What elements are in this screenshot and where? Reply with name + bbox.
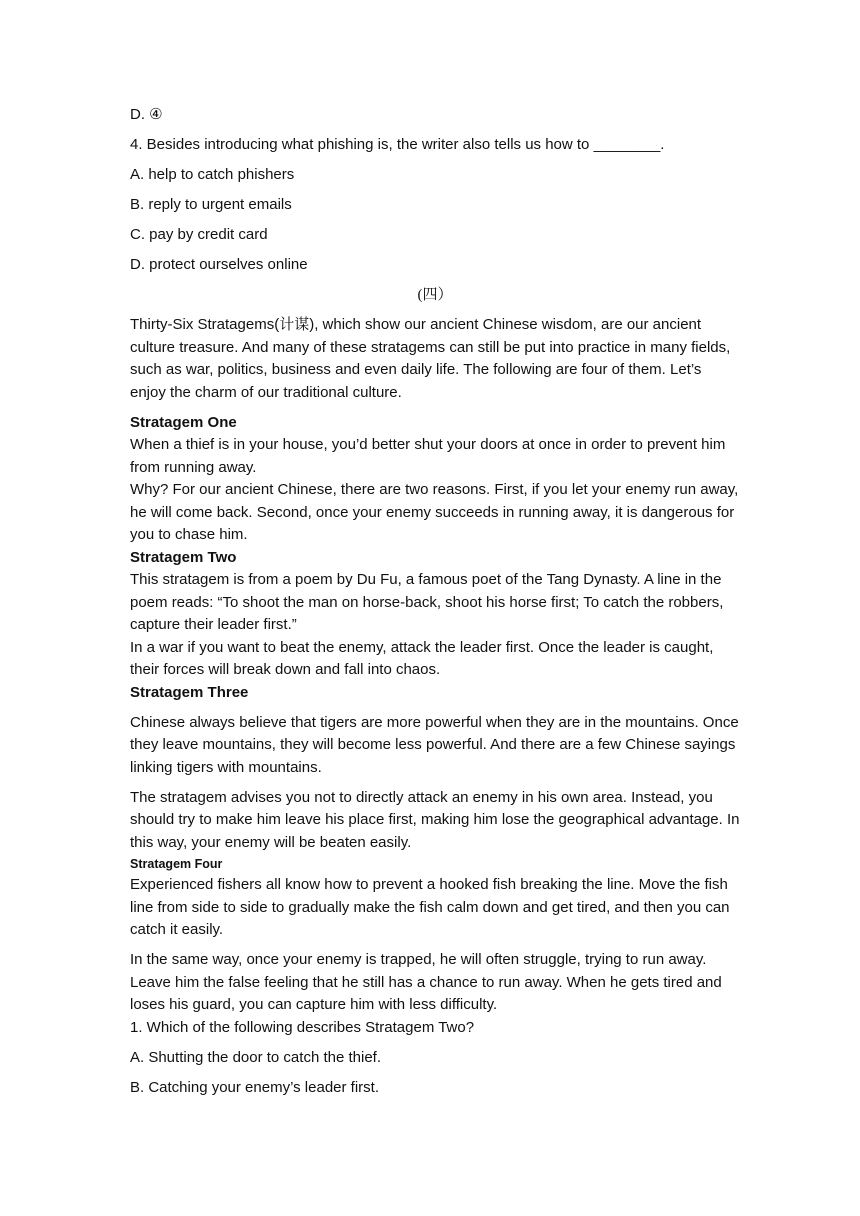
section-marker: (四） xyxy=(417,287,453,303)
stratagem-two-para-2: In a war if you want to beat the enemy, attack the leader first. Once the leader is caught, their forces will break down and fall into chaos. xyxy=(130,638,714,678)
q1-option-b: B. Catching your enemy’s leader first. xyxy=(130,1078,380,1096)
stratagem-two-title: Stratagem Two xyxy=(130,548,237,566)
intro-paragraph: Thirty-Six Stratagems(计谋), which show our ancient Chinese wisdom, are our ancient culture treasure. And many of these stratagems can still be put into practice in many fields, such as war, politics, business and even daily life. The following are four of them. Let’s enjoy the charm of our traditional culture. xyxy=(130,316,731,401)
stratagem-one-para-1: When a thief is in your house, you’d better shut your doors at once in order to prevent him from running away. xyxy=(130,436,726,476)
question-4: 4. Besides introducing what phishing is, the writer also tells us how to ________. xyxy=(130,136,665,153)
option-d-prev: D. ④ xyxy=(130,106,163,123)
q4-option-c: C. pay by credit card xyxy=(130,226,268,243)
stratagem-three-para-2: The stratagem advises you not to directly attack an enemy in his own area. Instead, you should try to make him leave his place first, making him lose the geographical advantage. In this way, your enemy will be beaten easily. xyxy=(130,788,740,851)
stratagem-one-title: Stratagem One xyxy=(130,413,237,431)
stratagem-three-para-1: Chinese always believe that tigers are more powerful when they are in the mountains. Once they leave mountains, they will become less powerful. And there are a few Chinese sayings linking tigers with mountains. xyxy=(130,713,739,776)
stratagem-four-title: Stratagem Four xyxy=(130,857,223,871)
stratagem-four-para-1: Experienced fishers all know how to prevent a hooked fish breaking the line. Move the fish line from side to side to gradually make the fish calm down and get tired, and then you can catch it easily. xyxy=(130,876,730,938)
q4-option-d: D. protect ourselves online xyxy=(130,256,308,273)
q4-option-b: B. reply to urgent emails xyxy=(130,196,292,213)
question-1: 1. Which of the following describes Stratagem Two? xyxy=(130,1018,475,1036)
stratagem-one-para-2: Why? For our ancient Chinese, there are two reasons. First, if you let your enemy run away, he will come back. Second, once your enemy succeeds in running away, it is dangerous for you to chase him. xyxy=(130,481,739,543)
q4-option-a: A. help to catch phishers xyxy=(130,166,295,183)
q1-option-a: A. Shutting the door to catch the thief. xyxy=(130,1048,381,1066)
stratagem-four-para-2: In the same way, once your enemy is trapped, he will often struggle, trying to run away. Leave him the false feeling that he still has a chance to run away. When he gets tired and loses his guard, you can capture him with less difficulty. xyxy=(130,951,722,1013)
stratagem-two-para-1: This stratagem is from a poem by Du Fu, a famous poet of the Tang Dynasty. A line in the poem reads: “To shoot the man on horse-back, shoot his horse first; To catch the robbers, capture their leader first.” xyxy=(130,571,724,633)
document-page xyxy=(130,104,740,1107)
stratagem-three-title: Stratagem Three xyxy=(130,683,249,701)
